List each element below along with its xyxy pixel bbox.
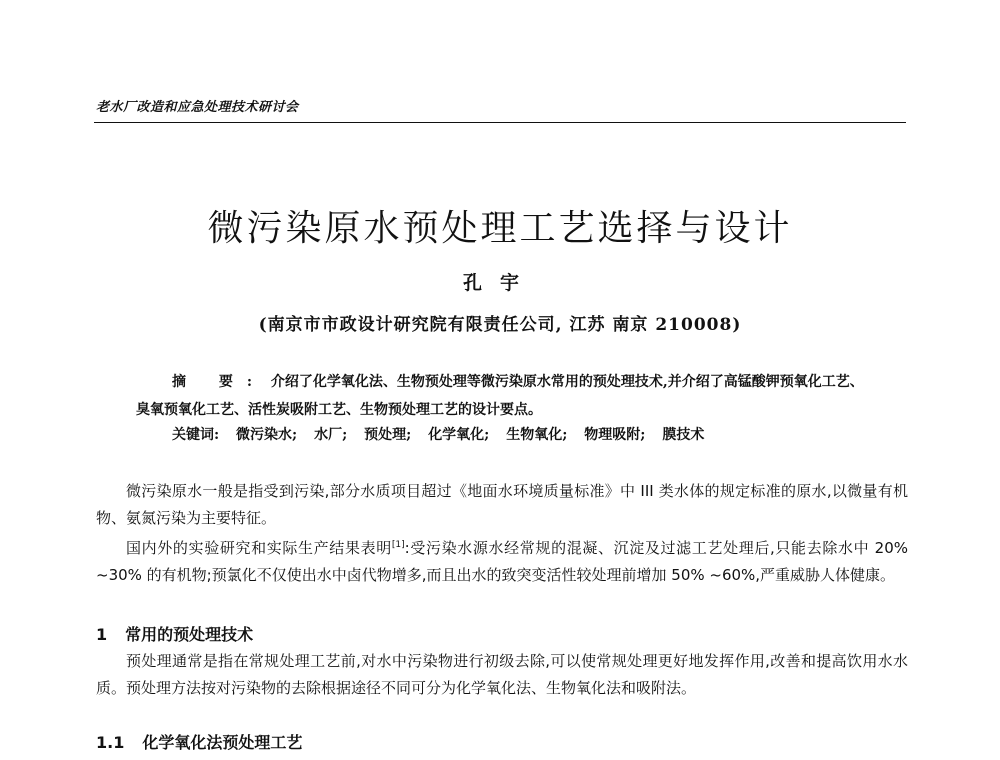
keyword-item: 预处理;: [364, 427, 412, 443]
abstract-text: 介绍了化学氧化法、生物预处理等微污染原水常用的预处理技术,并介绍了高锰酸钾预氧化工艺、臭氧预氧化工艺、活性炭吸附工艺、生物预处理工艺的设计要点。: [136, 374, 864, 418]
paragraph-text: 国内外的实验研究和实际生产结果表明: [126, 539, 392, 557]
keywords: [172, 424, 892, 444]
paper-title: 微污染原水预处理工艺选择与设计: [207, 208, 793, 249]
abstract-label: 摘 要:: [172, 374, 267, 390]
paragraph-text: :受污染水源水经常规的混凝、沉淀及过滤工艺处理后,只能去除水中 20% ~30% 的有机物;预氯化不仅使出水中卤代物增多,而且出水的致突变活性较处理前增加 50% ~60%,严重威胁人体健康。: [96, 539, 908, 584]
section-text: [96, 648, 908, 702]
section-number: 1: [96, 625, 108, 644]
keyword-item: 物理吸附;: [584, 427, 646, 443]
keyword-item: 化学氧化;: [428, 427, 490, 443]
section-title: 常用的预处理技术: [125, 625, 254, 644]
section-heading: [96, 622, 253, 645]
keyword-item: 微污染水;: [236, 427, 298, 443]
author-affiliation: (南京市市政设计研究院有限责任公司, 江苏 南京 210008): [258, 315, 742, 335]
section-number: 1.1: [96, 733, 125, 752]
intro-text: [96, 478, 908, 589]
paragraph: 预处理通常是指在常规处理工艺前,对水中污染物进行初级去除,可以使常规处理更好地发挥作用,改善和提高饮用水水质。预处理方法按对污染物的去除根据途径不同可分为化学氧化法、生物氧化法和吸附法。: [96, 652, 908, 697]
keyword-item: 生物氧化;: [506, 427, 568, 443]
author-name: 孔宇: [462, 272, 537, 294]
abstract: [136, 368, 876, 424]
keyword-item: 膜技术: [662, 427, 705, 443]
keywords-label: 关键词:: [172, 427, 220, 443]
paragraph: [96, 532, 908, 589]
header-rule: [94, 122, 906, 123]
subsection-heading: [96, 730, 302, 753]
keyword-item: 水厂;: [314, 427, 348, 443]
paragraph: 微污染原水一般是指受到污染,部分水质项目超过《地面水环境质量标准》中 III 类水体的规定标准的原水,以微量有机物、氨氮污染为主要特征。: [96, 482, 908, 527]
citation-ref: [1]: [391, 540, 405, 550]
running-head: 老水厂改造和应急处理技术研讨会: [96, 100, 299, 115]
section-title: 化学氧化法预处理工艺: [142, 733, 303, 752]
